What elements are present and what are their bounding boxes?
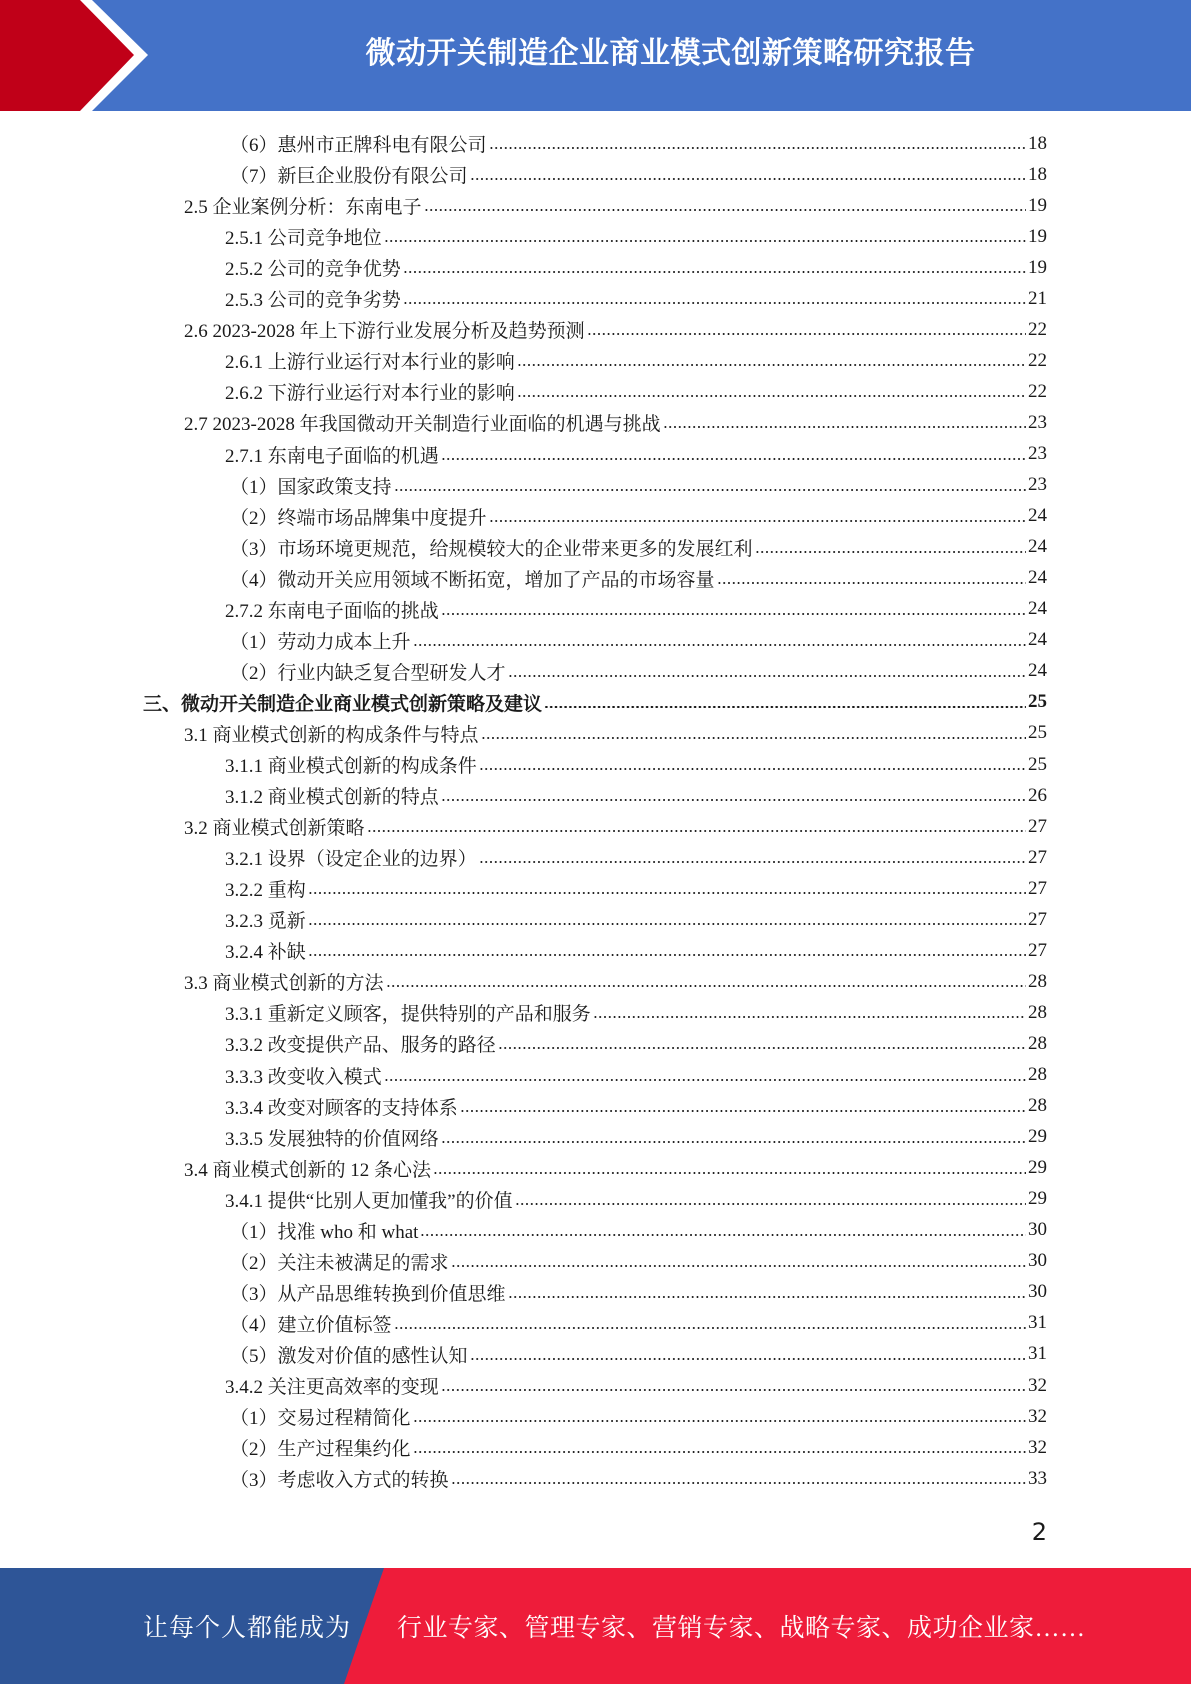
toc-entry-page: 28 [1028, 970, 1047, 992]
toc-entry-page: 25 [1028, 691, 1047, 713]
toc-entry[interactable] [225, 904, 1047, 935]
toc-dot-leader [544, 706, 1026, 708]
toc-entry[interactable] [230, 1432, 1047, 1463]
toc-entry-page: 22 [1028, 380, 1047, 402]
toc-entry-page: 30 [1028, 1250, 1047, 1272]
toc-dot-leader [386, 985, 1026, 987]
toc-dot-leader [470, 1358, 1026, 1360]
header-arrow-decoration [0, 0, 160, 111]
toc-entry-title: （3）市场环境更规范，给规模较大的企业带来更多的发展红利 [230, 538, 753, 560]
toc-dot-leader [433, 1172, 1026, 1174]
toc-entry-title: 3.1.1 商业模式创新的构成条件 [225, 756, 477, 777]
toc-entry-page: 28 [1028, 1032, 1047, 1054]
toc-entry[interactable] [184, 314, 1047, 345]
toc-entry-title: 3.2 商业模式创新策略 [184, 818, 365, 840]
toc-entry-title: 2.7 2023-2028 年我国微动开关制造行业面临的机遇与挑战 [184, 414, 661, 436]
toc-entry-title: 2.5.2 公司的竞争优势 [225, 259, 401, 281]
toc-entry-page: 24 [1028, 598, 1047, 620]
toc-entry-title: （3）从产品思维转换到价值思维 [230, 1283, 506, 1305]
toc-entry-page: 28 [1028, 1095, 1047, 1117]
toc-entry-title: 3.4 商业模式创新的 12 条心法 [184, 1159, 432, 1181]
toc-entry[interactable] [230, 470, 1047, 501]
toc-entry-title: 2.7.2 东南电子面临的挑战 [225, 600, 439, 622]
toc-entry-title: （4）建立价值标签 [230, 1314, 392, 1336]
toc-entry-page: 18 [1028, 163, 1047, 185]
toc-entry-page: 22 [1028, 318, 1047, 340]
toc-entry[interactable] [230, 159, 1047, 190]
toc-dot-leader [498, 1047, 1026, 1049]
toc-entry-page: 19 [1028, 194, 1047, 216]
toc-entry-page: 24 [1028, 660, 1047, 682]
toc-dot-leader [413, 1420, 1026, 1422]
toc-dot-leader [384, 1079, 1026, 1081]
toc-entry-page: 23 [1028, 474, 1047, 496]
toc-dot-leader [663, 426, 1026, 428]
toc-dot-leader [451, 1265, 1026, 1267]
toc-entry-page: 24 [1028, 629, 1047, 651]
toc-entry-page: 19 [1028, 256, 1047, 278]
toc-entry-page: 32 [1028, 1436, 1047, 1458]
toc-entry-page: 21 [1028, 287, 1047, 309]
toc-dot-leader [441, 613, 1026, 615]
toc-entry-title: （2）行业内缺乏复合型研发人才 [230, 662, 506, 684]
toc-dot-leader [508, 675, 1026, 677]
toc-entry-page: 30 [1028, 1219, 1047, 1241]
toc-entry[interactable] [230, 1308, 1047, 1339]
toc-entry-title: （5）激发对价值的感性认知 [230, 1345, 468, 1367]
toc-entry-page: 29 [1028, 1188, 1047, 1210]
toc-entry-page: 24 [1028, 505, 1047, 527]
toc-dot-leader [593, 1016, 1026, 1018]
toc-entry-title: （4）微动开关应用领域不断拓宽，增加了产品的市场容量 [230, 569, 715, 591]
toc-entry-title: （7）新巨企业股份有限公司 [230, 166, 468, 188]
toc-dot-leader [451, 1482, 1026, 1484]
toc-entry[interactable] [225, 1370, 1047, 1401]
toc-entry[interactable] [225, 1091, 1047, 1122]
toc-entry[interactable] [225, 1028, 1047, 1059]
toc-dot-leader [413, 644, 1026, 646]
toc-entry-title: 3.2.2 重构 [225, 880, 306, 902]
toc-entry[interactable] [230, 1215, 1047, 1246]
toc-entry-title: （6）惠州市正牌科电有限公司 [230, 135, 487, 156]
toc-entry-title: （1）国家政策支持 [230, 476, 392, 498]
toc-dot-leader [460, 1110, 1026, 1112]
toc-entry[interactable] [184, 811, 1047, 842]
toc-entry[interactable] [225, 376, 1047, 407]
toc-dot-leader [367, 830, 1026, 832]
toc-dot-leader [394, 1327, 1026, 1329]
toc-entry-page: 32 [1028, 1374, 1047, 1396]
toc-entry[interactable] [230, 625, 1047, 656]
toc-entry-page: 24 [1028, 536, 1047, 558]
toc-entry-page: 27 [1028, 877, 1047, 899]
toc-entry[interactable] [230, 128, 1047, 159]
toc-entry[interactable] [230, 532, 1047, 563]
toc-entry[interactable] [230, 1401, 1047, 1432]
toc-dot-leader [508, 1296, 1026, 1298]
toc-entry-title: 3.3.1 重新定义顾客，提供特别的产品和服务 [225, 1004, 591, 1026]
toc-entry-title: 2.6.1 上游行业运行对本行业的影响 [225, 352, 515, 374]
toc-dot-leader [755, 551, 1026, 553]
toc-entry-title: 3.1.2 商业模式创新的特点 [225, 787, 439, 809]
toc-entry-title: 2.6.2 下游行业运行对本行业的影响 [225, 383, 515, 405]
toc-entry-title: 3.3.3 改变收入模式 [225, 1066, 382, 1088]
toc-entry-page: 27 [1028, 939, 1047, 961]
toc-entry-page: 29 [1028, 1126, 1047, 1148]
toc-dot-leader [441, 799, 1026, 801]
toc-dot-leader [515, 1203, 1026, 1205]
toc-dot-leader [587, 333, 1026, 335]
toc-entry-page: 30 [1028, 1281, 1047, 1303]
toc-entry[interactable] [225, 221, 1047, 252]
toc-entry[interactable] [225, 935, 1047, 966]
toc-entry-title: （3）考虑收入方式的转换 [230, 1470, 449, 1492]
report-title: 微动开关制造企业商业模式创新策略研究报告 [365, 36, 976, 71]
toc-entry-title: 3.3.4 改变对顾客的支持体系 [225, 1097, 458, 1119]
toc-dot-leader [308, 892, 1026, 894]
toc-entry[interactable] [225, 594, 1047, 625]
toc-entry-title: 3.2.1 设界（设定企业的边界） [225, 849, 477, 871]
toc-entry-page: 28 [1028, 1001, 1047, 1023]
toc-entry[interactable] [230, 563, 1047, 594]
toc-entry-page: 18 [1028, 132, 1047, 154]
toc-entry[interactable] [225, 997, 1047, 1028]
toc-dot-leader [441, 458, 1026, 460]
toc-entry-page: 33 [1028, 1467, 1047, 1489]
toc-entry-page: 23 [1028, 443, 1047, 464]
page-number: 2 [1031, 1518, 1047, 1546]
toc-entry[interactable] [225, 439, 1047, 470]
toc-entry[interactable] [225, 1060, 1047, 1091]
toc-entry-title: 3.2.3 觅新 [225, 911, 306, 933]
header-band [0, 0, 1191, 111]
toc-dot-leader [308, 923, 1026, 925]
toc-entry[interactable] [230, 1277, 1047, 1308]
toc-entry[interactable] [184, 1153, 1047, 1184]
toc-entry-title: （1）交易过程精简化 [230, 1408, 411, 1430]
toc-entry-page: 25 [1028, 722, 1047, 744]
toc-entry-page: 28 [1028, 1064, 1047, 1085]
toc-entry-title: 2.7.1 东南电子面临的机遇 [225, 445, 439, 467]
toc-dot-leader [441, 1141, 1026, 1143]
footer-slogan-left: 让每个人都能成为 [143, 1615, 352, 1642]
toc-dot-leader [470, 178, 1026, 180]
toc-entry-title: 3.1 商业模式创新的构成条件与特点 [184, 724, 479, 746]
toc-entry[interactable] [184, 407, 1047, 438]
toc-entry-title: 2.5 企业案例分析：东南电子 [184, 197, 422, 219]
toc-entry[interactable] [225, 1184, 1047, 1215]
toc-entry-title: 3.3.5 发展独特的价值网络 [225, 1128, 439, 1150]
toc-entry[interactable] [225, 1122, 1047, 1153]
toc-entry-title: 3.2.4 补缺 [225, 942, 306, 964]
toc-entry-title: （2）生产过程集约化 [230, 1439, 411, 1461]
toc-entry[interactable] [230, 501, 1047, 532]
footer-slogan-right: 行业专家、管理专家、营销专家、战略专家、成功企业家…… [397, 1615, 1086, 1642]
toc-dot-leader [481, 737, 1026, 739]
toc-entry[interactable] [225, 842, 1047, 873]
toc-entry-page: 25 [1028, 753, 1047, 775]
toc-entry[interactable] [225, 780, 1047, 811]
toc-dot-leader [489, 147, 1026, 149]
toc-entry-title: 3.3 商业模式创新的方法 [184, 973, 384, 995]
toc-entry-page: 31 [1028, 1312, 1047, 1334]
toc-entry[interactable] [184, 718, 1047, 749]
toc-entry[interactable] [225, 345, 1047, 376]
toc-dot-leader [479, 768, 1026, 770]
toc-entry-title: （2）关注未被满足的需求 [230, 1252, 449, 1274]
toc-dot-leader [517, 364, 1026, 366]
toc-entry-page: 29 [1028, 1157, 1047, 1179]
toc-entry[interactable] [230, 656, 1047, 687]
toc-dot-leader [479, 861, 1026, 863]
toc-entry-title: 2.6 2023-2028 年上下游行业发展分析及趋势预测 [184, 321, 585, 343]
toc-entry-page: 27 [1028, 815, 1047, 837]
toc-entry[interactable] [143, 687, 1047, 718]
toc-entry[interactable] [225, 749, 1047, 780]
toc-entry-title: 3.4.2 关注更高效率的变现 [225, 1377, 439, 1398]
toc-entry-title: 2.5.3 公司的竞争劣势 [225, 290, 401, 312]
toc-entry[interactable] [184, 966, 1047, 997]
toc-dot-leader [394, 489, 1026, 491]
toc-entry-page: 22 [1028, 349, 1047, 371]
toc-entry-title: 3.3.2 改变提供产品、服务的路径 [225, 1035, 496, 1057]
toc-entry[interactable] [230, 1339, 1047, 1370]
toc-entry-page: 27 [1028, 846, 1047, 868]
toc-entry-page: 19 [1028, 225, 1047, 247]
toc-entry-page: 31 [1028, 1343, 1047, 1365]
toc-entry-title: 三、微动开关制造企业商业模式创新策略及建议 [143, 693, 543, 715]
toc-entry-title: （2）终端市场品牌集中度提升 [230, 507, 487, 529]
toc-dot-leader [420, 1234, 1026, 1236]
toc-dot-leader [403, 302, 1026, 304]
toc-entry-page: 32 [1028, 1405, 1047, 1427]
toc-dot-leader [441, 1389, 1026, 1391]
toc-dot-leader [424, 209, 1026, 211]
toc-dot-leader [413, 1451, 1026, 1453]
toc-entry[interactable] [230, 1246, 1047, 1277]
toc-dot-leader [517, 395, 1026, 397]
toc-dot-leader [384, 240, 1026, 242]
toc-entry-title: 2.5.1 公司竞争地位 [225, 228, 382, 250]
toc-entry-page: 26 [1028, 784, 1047, 806]
toc-dot-leader [403, 271, 1026, 273]
toc-dot-leader [717, 582, 1026, 584]
toc-entry-title: 3.4.1 提供“比别人更加懂我”的价值 [225, 1190, 513, 1212]
toc-entry[interactable] [225, 283, 1047, 314]
footer-band [0, 1568, 1191, 1684]
toc-dot-leader [489, 520, 1026, 522]
toc-entry-title: （1）劳动力成本上升 [230, 631, 411, 653]
toc-entry[interactable] [230, 1463, 1047, 1494]
toc-dot-leader [308, 954, 1026, 956]
toc-entry[interactable] [184, 190, 1047, 221]
toc-entry-page: 24 [1028, 567, 1047, 589]
toc-entry-page: 27 [1028, 908, 1047, 930]
toc-entry[interactable] [225, 252, 1047, 283]
toc-entry[interactable] [225, 873, 1047, 904]
toc-entry-title: （1）找准 who 和 what [230, 1221, 419, 1243]
toc-entry-page: 23 [1028, 411, 1047, 433]
